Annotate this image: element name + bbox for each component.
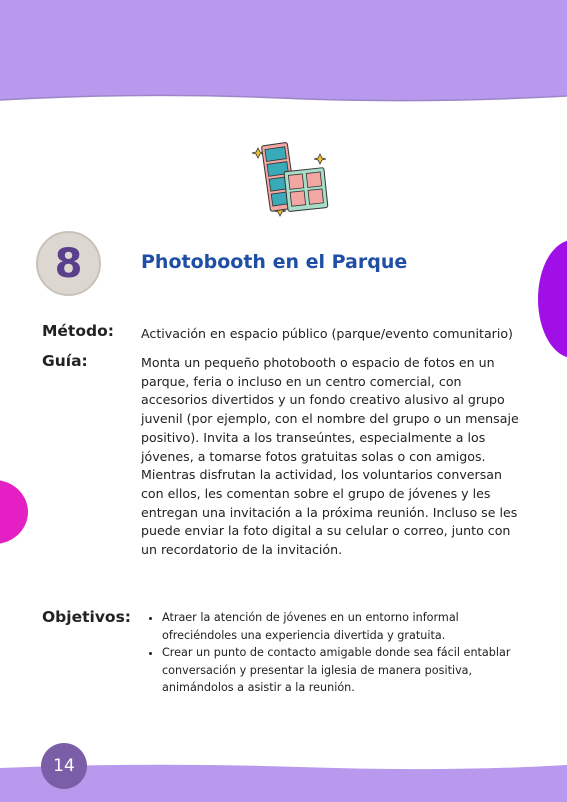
decorative-blob-left — [0, 480, 28, 544]
activity-number: 8 — [54, 240, 83, 287]
top-decorative-band — [0, 0, 567, 112]
objective-item: • Atraer la atención de jóvenes en un entorno informal ofreciéndoles una experiencia divertida y gratuita. — [162, 609, 532, 644]
objectives-list — [144, 609, 532, 697]
guide-label: Guía: — [42, 352, 88, 370]
method-text: Activación en espacio público (parque/evento comunitario) — [141, 326, 513, 341]
page-number: 14 — [53, 756, 75, 776]
photobooth-strips-icon — [250, 140, 330, 222]
objectives-label: Objetivos: — [42, 608, 131, 626]
objective-item: • Crear un punto de contacto amigable donde sea fácil entablar conversación y presentar la iglesia de manera positiva, animándolos a asistir a la reunión. — [162, 644, 532, 697]
activity-title: Photobooth en el Parque — [141, 251, 408, 273]
guide-text: Monta un pequeño photobooth o espacio de fotos en un parque, feria o incluso en un centro comercial, con accesorios divertidos y un fondo creativo alusivo al grupo juvenil (por ejemplo, con el nombre del grupo o un mensaje positivo). Invita a los transeúntes, especialmente a los jóvenes, a tomarse fotos gratuitas solas o con amigos. Mientras disfrutan la actividad, los voluntarios conversan con ellos, les comentan sobre el grupo de jóvenes y les entregan una invitación a la próxima reunión. Incluso se les puede enviar la foto digital a su celular o correo, junto con un recordatorio de la invitación. — [141, 355, 519, 558]
page-number-badge — [41, 743, 87, 789]
decorative-blob-right — [538, 240, 567, 358]
method-label: Método: — [42, 322, 114, 340]
activity-number-badge — [36, 231, 101, 296]
